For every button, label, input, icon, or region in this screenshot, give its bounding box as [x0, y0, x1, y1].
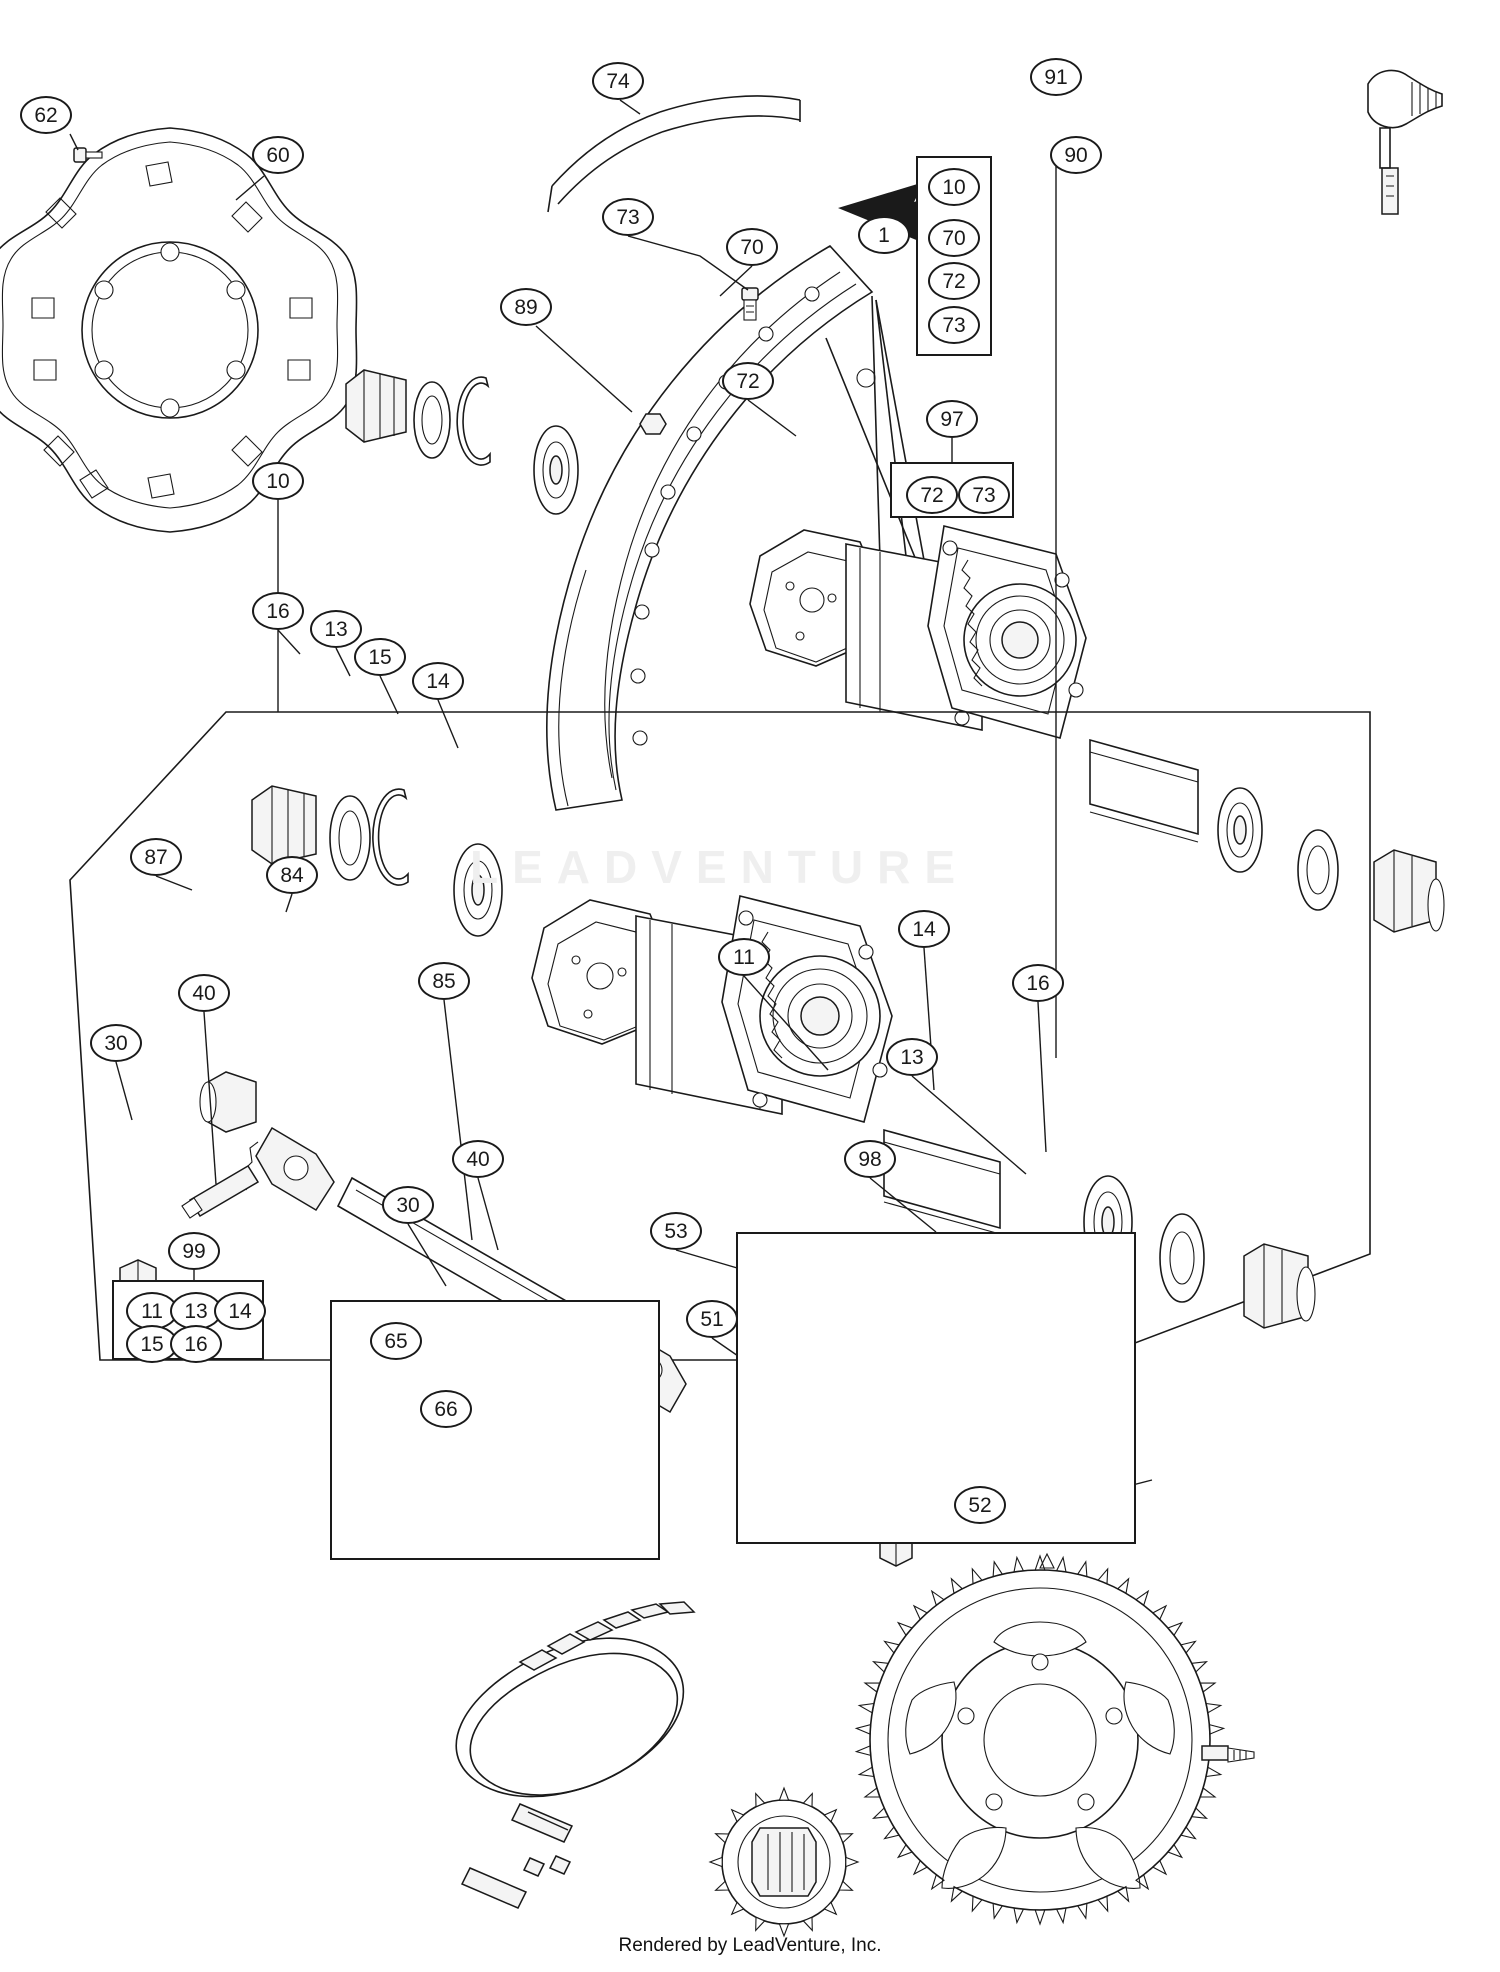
callout-15[interactable]: 15	[354, 638, 406, 676]
callout-90[interactable]: 90	[1050, 136, 1102, 174]
callout-10[interactable]: 10	[928, 168, 980, 206]
callout-70[interactable]: 70	[928, 219, 980, 257]
callout-72[interactable]: 72	[722, 362, 774, 400]
rim-tape-art	[548, 96, 800, 212]
callout-66[interactable]: 66	[420, 1390, 472, 1428]
callout-51[interactable]: 51	[686, 1300, 738, 1338]
valve-stem-art	[1368, 70, 1442, 214]
callout-13[interactable]: 13	[170, 1292, 222, 1330]
callout-87[interactable]: 87	[130, 838, 182, 876]
callout-13[interactable]: 13	[310, 610, 362, 648]
callout-11[interactable]: 11	[718, 938, 770, 976]
callout-62[interactable]: 62	[20, 96, 72, 134]
nipple-art	[742, 288, 758, 320]
callout-53[interactable]: 53	[650, 1212, 702, 1250]
callout-30[interactable]: 30	[90, 1024, 142, 1062]
drive-chain-art	[456, 1602, 694, 1908]
callout-1[interactable]: 1	[858, 216, 910, 254]
callout-73[interactable]: 73	[602, 198, 654, 236]
callout-60[interactable]: 60	[252, 136, 304, 174]
callout-98[interactable]: 98	[844, 1140, 896, 1178]
group-sprocket-98-box	[736, 1232, 1136, 1544]
callout-65[interactable]: 65	[370, 1322, 422, 1360]
brake-disc-art	[0, 128, 357, 532]
callout-16[interactable]: 16	[170, 1325, 222, 1363]
callout-72[interactable]: 72	[906, 476, 958, 514]
engine-sprocket-art	[710, 1788, 858, 1936]
callout-70[interactable]: 70	[726, 228, 778, 266]
callout-84[interactable]: 84	[266, 856, 318, 894]
callout-40[interactable]: 40	[452, 1140, 504, 1178]
callout-85[interactable]: 85	[418, 962, 470, 1000]
footer-credit: Rendered by LeadVenture, Inc.	[618, 1935, 882, 1956]
callout-14[interactable]: 14	[898, 910, 950, 948]
sprocket-bolt-art	[1202, 1746, 1254, 1762]
upper-hub-art	[750, 526, 1086, 738]
rim-art	[547, 246, 875, 810]
callout-73[interactable]: 73	[958, 476, 1010, 514]
callout-97[interactable]: 97	[926, 400, 978, 438]
callout-74[interactable]: 74	[592, 62, 644, 100]
callout-16[interactable]: 16	[252, 592, 304, 630]
callout-72[interactable]: 72	[928, 262, 980, 300]
callout-11[interactable]: 11	[126, 1292, 178, 1330]
callout-15[interactable]: 15	[126, 1325, 178, 1363]
callout-30[interactable]: 30	[382, 1186, 434, 1224]
callout-89[interactable]: 89	[500, 288, 552, 326]
callout-99[interactable]: 99	[168, 1232, 220, 1270]
spokes-art	[826, 296, 924, 560]
callout-13[interactable]: 13	[886, 1038, 938, 1076]
callout-91[interactable]: 91	[1030, 58, 1082, 96]
lower-hub-art	[532, 896, 892, 1122]
upper-right-spacer-stack	[1090, 740, 1444, 932]
upper-left-bearing-stack	[346, 370, 578, 514]
valve-nut-art	[640, 414, 666, 434]
callout-73[interactable]: 73	[928, 306, 980, 344]
callout-16[interactable]: 16	[1012, 964, 1064, 1002]
callout-40[interactable]: 40	[178, 974, 230, 1012]
callout-52[interactable]: 52	[954, 1486, 1006, 1524]
callout-14[interactable]: 14	[412, 662, 464, 700]
callout-14[interactable]: 14	[214, 1292, 266, 1330]
watermark-text: LEADVENTURE	[470, 841, 970, 893]
rear-sprocket-art	[870, 1554, 1210, 1910]
callout-10[interactable]: 10	[252, 462, 304, 500]
